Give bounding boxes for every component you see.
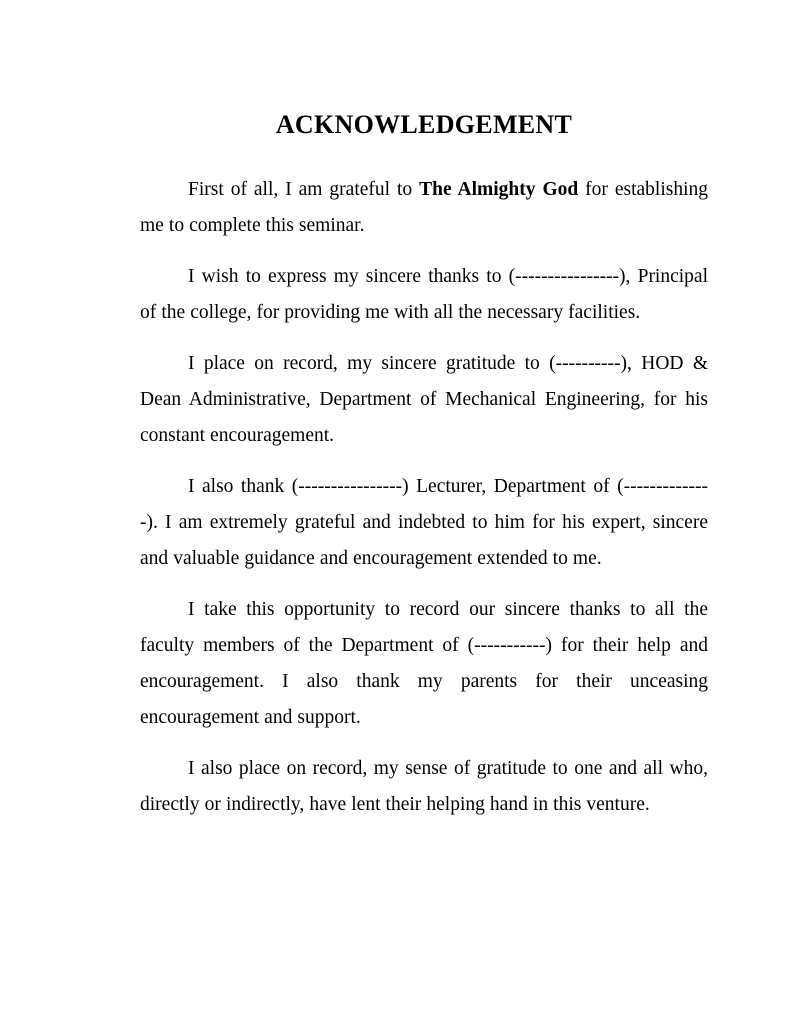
page-title: ACKNOWLEDGEMENT	[275, 110, 573, 140]
paragraph-one-and-all	[140, 751, 708, 823]
paragraph-almighty-god	[140, 172, 708, 244]
document-body	[140, 172, 708, 823]
text-run: First of all, I am grateful to	[188, 179, 420, 200]
text-run: I also place on record, my sense of gratitude to one and all who, directly or indirectly, have lent their helping hand in this venture.	[140, 758, 708, 815]
text-run: I wish to express my sincere thanks to (----------------), Principal of the college, for providing me with all the necessary facilities.	[140, 266, 708, 323]
paragraph-faculty	[140, 592, 708, 736]
paragraph-principal	[140, 259, 708, 331]
text-run: for establishing me to complete this seminar.	[140, 179, 709, 236]
text-run: I also thank (----------------) Lecturer, Department of (--------------). I am extremely grateful and indebted to him for his expert, sincere and valuable guidance and encouragement extended to me.	[140, 476, 708, 569]
text-run: I place on record, my sincere gratitude to (----------), HOD & Dean Administrative, Department of Mechanical Engineering, for his constant encouragement.	[140, 353, 708, 446]
text-run: I take this opportunity to record our sincere thanks to all the faculty members of the Department of (-----------) for their help and encouragement. I also thank my parents for their unceasing encouragement and support.	[140, 599, 708, 728]
emphasis-text: The Almighty God	[419, 179, 579, 200]
paragraph-hod	[140, 346, 708, 454]
paragraph-lecturer	[140, 469, 708, 577]
